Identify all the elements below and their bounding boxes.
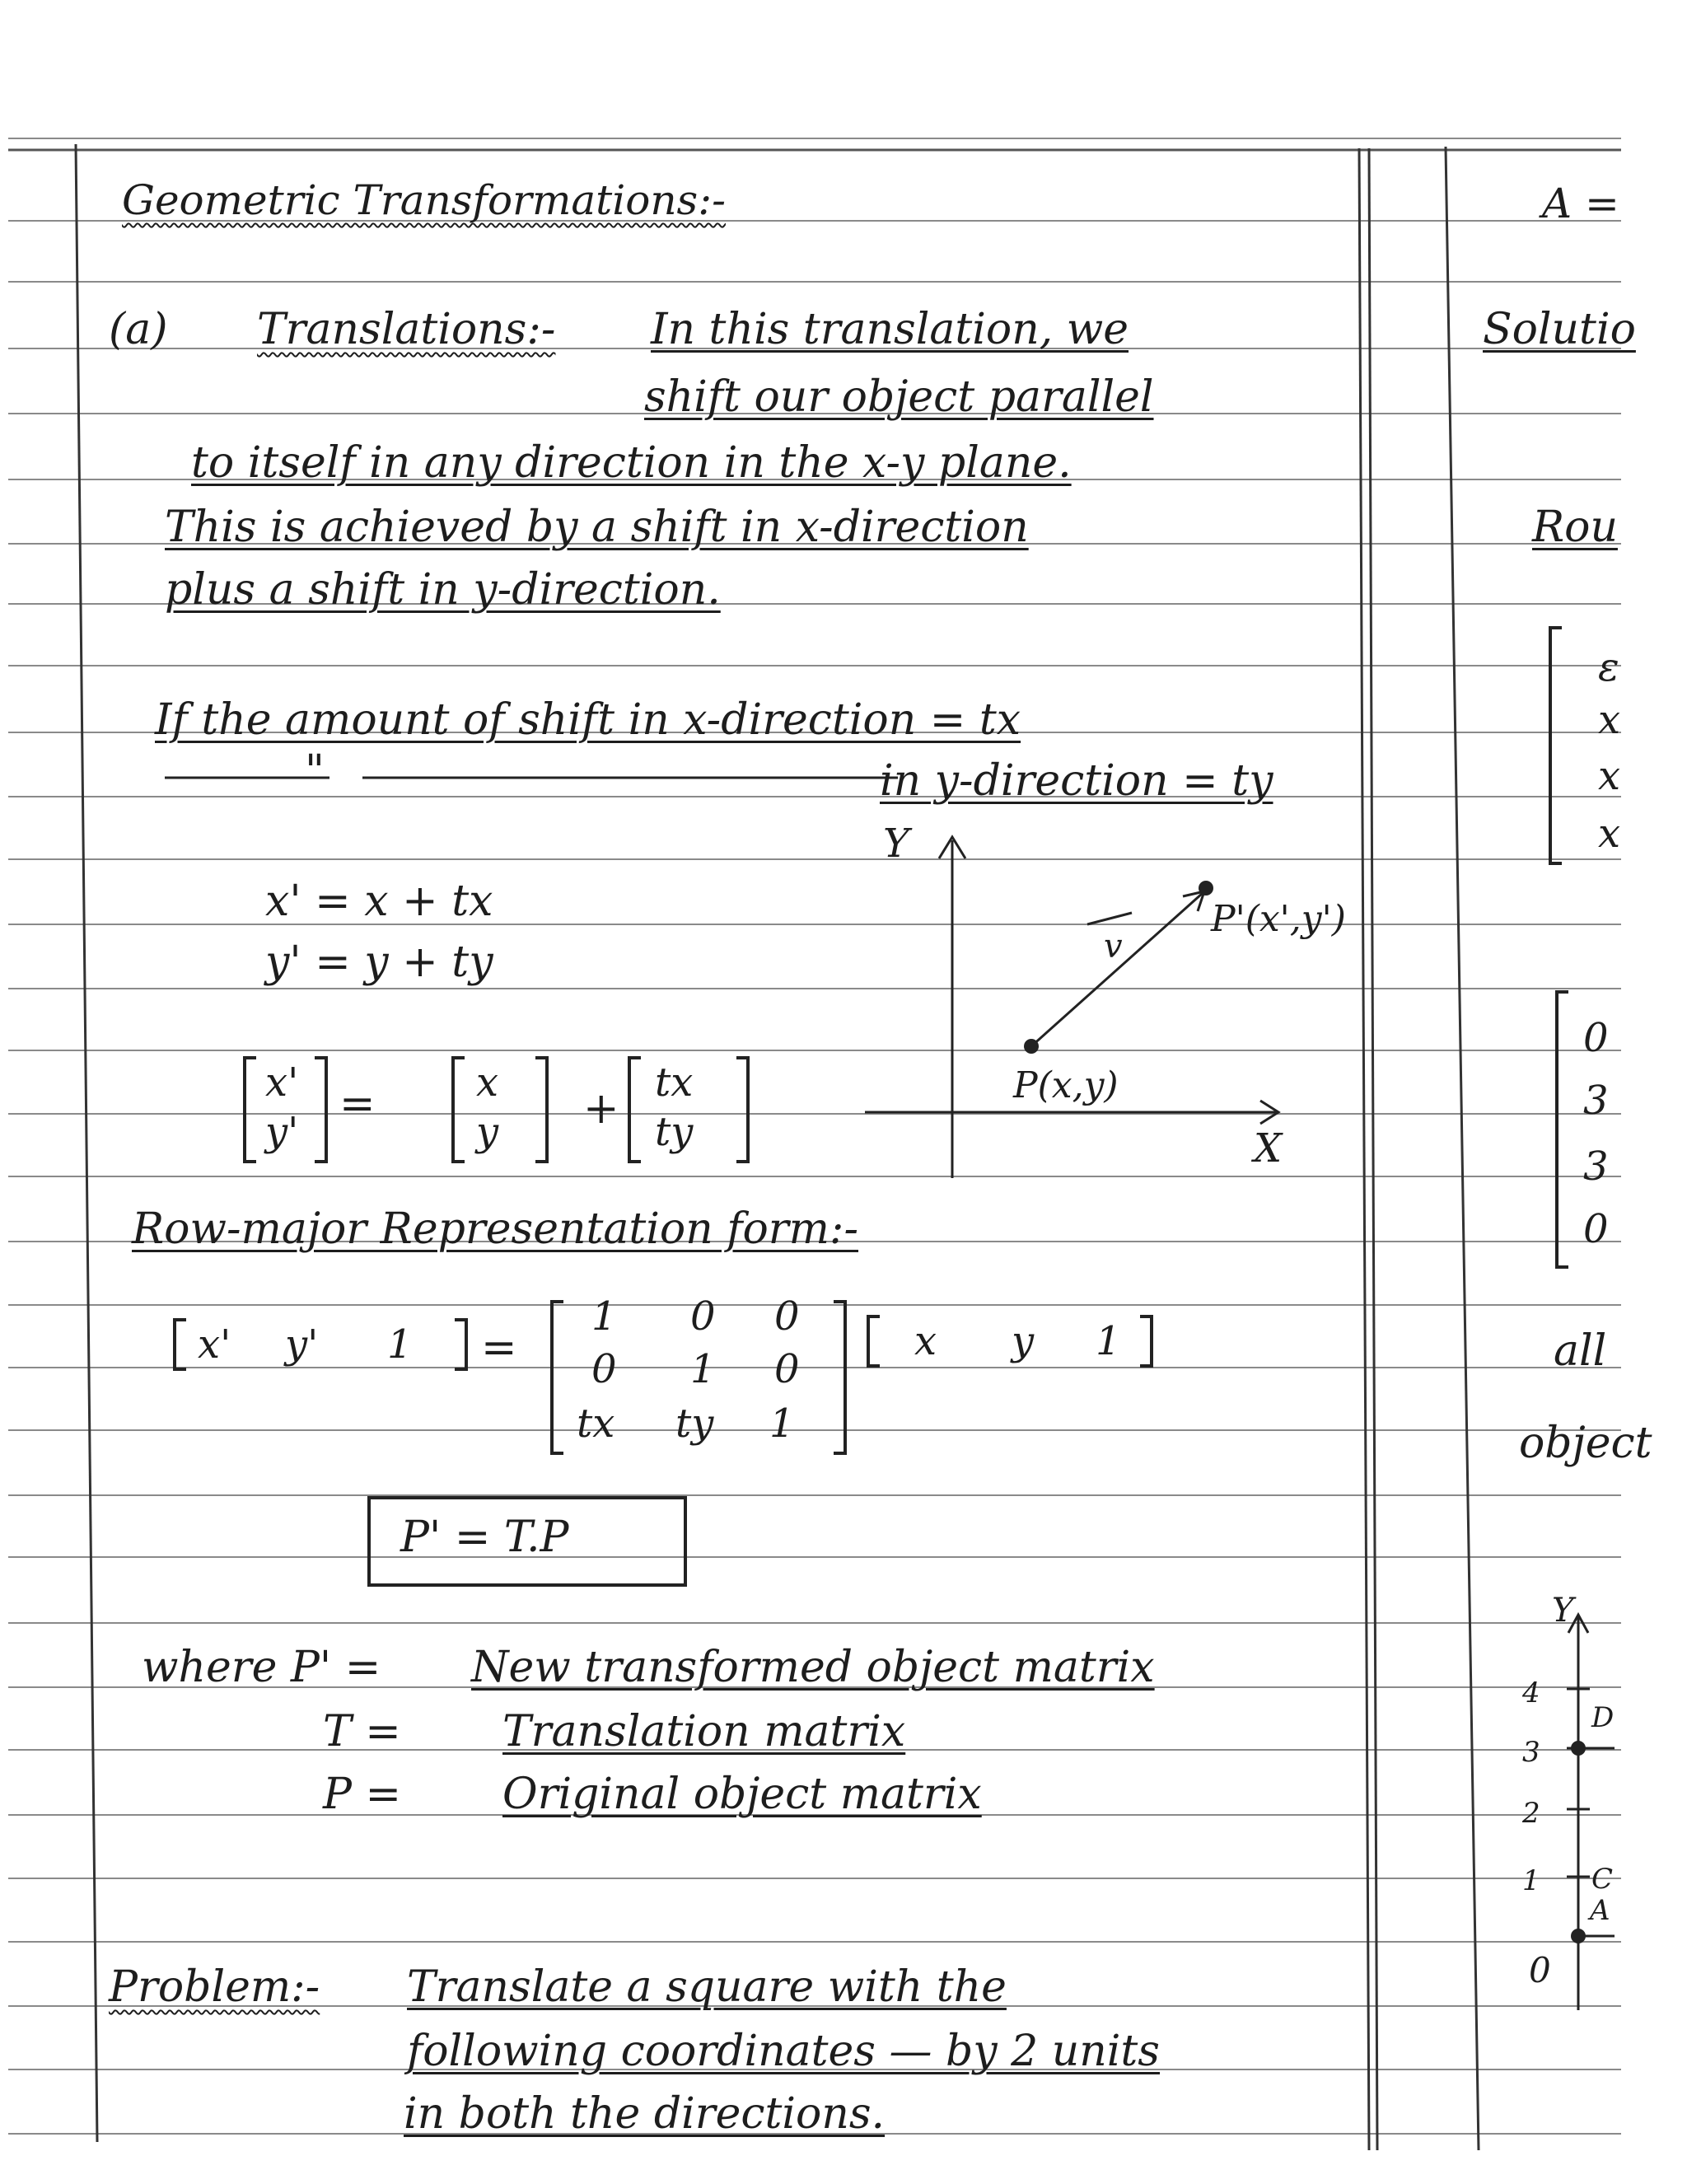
- margin-graph-point-label: A: [1590, 1894, 1610, 1927]
- margin-matrix-1-cell: x: [1598, 811, 1621, 857]
- row-lhs-cell: 1: [387, 1321, 413, 1368]
- problem-line-2: following coordinates — by 2 units: [407, 2027, 1160, 2076]
- row-rhs-cell: x: [914, 1318, 937, 1364]
- m1-cell: x: [476, 1059, 499, 1106]
- margin-note-a: A =: [1542, 180, 1619, 227]
- lhs-cell: x': [265, 1059, 299, 1106]
- where-text-3: Original object matrix: [502, 1770, 982, 1819]
- margin-matrix-2-cell: 3: [1583, 1078, 1609, 1124]
- equation-x: x' = x + tx: [265, 877, 493, 926]
- margin-graph: [1499, 1582, 1615, 2027]
- margin-graph-tick: 2: [1522, 1797, 1540, 1830]
- problem-line-1: Translate a square with the: [407, 1962, 1007, 2012]
- m2-cell: tx: [655, 1059, 694, 1106]
- matrix-cell: 1: [769, 1401, 795, 1447]
- plus-sign: +: [583, 1084, 619, 1134]
- section-line-5: plus a shift in y-direction.: [165, 565, 721, 615]
- shift-line-1: If the amount of shift in x-direction = tx: [155, 695, 1021, 745]
- margin-matrix-1-cell: ε: [1598, 644, 1619, 690]
- row-lhs-cell: x': [198, 1321, 231, 1368]
- where-text-2: Translation matrix: [502, 1707, 906, 1756]
- diagram-y-axis-label: Y: [883, 821, 909, 867]
- point-p-prime: [1199, 881, 1213, 896]
- shift-line-2: in y-direction = ty: [880, 756, 1273, 806]
- m2-cell: ty: [655, 1109, 694, 1155]
- margin-matrix-2-cell: 3: [1583, 1143, 1609, 1190]
- equation-y: y' = y + ty: [265, 938, 493, 987]
- matrix-cell: 0: [774, 1346, 800, 1392]
- matrix-cell: 1: [591, 1293, 617, 1340]
- section-line-1: In this translation, we: [651, 305, 1129, 354]
- diagram-p-prime-label: P'(x',y'): [1211, 898, 1346, 940]
- margin-graph-point-label: C: [1591, 1863, 1614, 1896]
- matrix-cell: 0: [774, 1293, 800, 1340]
- boxed-formula: P' = T.P: [400, 1513, 569, 1562]
- margin-graph-tick: 4: [1522, 1677, 1540, 1709]
- row-rhs-cell: 1: [1096, 1318, 1121, 1364]
- margin-note-all: all: [1554, 1326, 1607, 1376]
- ditto-underline: [165, 774, 906, 783]
- row-rhs-cell: y: [1012, 1318, 1035, 1364]
- m1-cell: y: [476, 1109, 499, 1155]
- margin-note-row: Rou: [1532, 503, 1618, 552]
- margin-matrix-1-cell: x: [1598, 697, 1621, 743]
- column-matrix-m1: [451, 1056, 549, 1163]
- section-line-4: This is achieved by a shift in x-direction: [165, 503, 1029, 552]
- section-line-2: shift our object parallel: [644, 372, 1154, 422]
- margin-matrix-2-cell: 0: [1583, 1015, 1609, 1061]
- translation-diagram: [857, 807, 1384, 1186]
- margin-matrix-1-cell: x: [1598, 753, 1621, 799]
- margin-graph-point-label: D: [1591, 1701, 1615, 1734]
- row-equals: =: [481, 1323, 517, 1373]
- diagram-x-axis-label: X: [1254, 1125, 1283, 1172]
- margin-graph-tick: 0: [1529, 1950, 1551, 1990]
- margin-note-solution: Solutio: [1483, 305, 1636, 354]
- row-major-title: Row-major Representation form:-: [132, 1204, 859, 1254]
- margin-graph-y-label: Y: [1552, 1592, 1574, 1630]
- matrix-cell: 0: [690, 1293, 716, 1340]
- matrix-cell: 1: [690, 1346, 716, 1392]
- margin-matrix-2-cell: 0: [1583, 1206, 1609, 1252]
- lhs-cell: y': [265, 1109, 299, 1155]
- section-title: Translations:-: [257, 305, 556, 354]
- matrix-cell: 0: [591, 1346, 617, 1392]
- section-line-3: to itself in any direction in the x-y plane.: [191, 438, 1072, 488]
- section-label: (a): [109, 305, 168, 354]
- matrix-cell: tx: [577, 1401, 615, 1447]
- where-label-2: T =: [323, 1707, 401, 1756]
- diagram-vector-label: v: [1104, 928, 1123, 966]
- ditto-mark: ": [305, 746, 325, 796]
- diagram-p-label: P(x,y): [1013, 1064, 1119, 1106]
- row-lhs-cell: y': [285, 1321, 319, 1368]
- where-label-3: P =: [323, 1770, 402, 1819]
- matrix-cell: ty: [675, 1401, 714, 1447]
- margin-note-object: object: [1519, 1419, 1652, 1468]
- equals-sign: =: [339, 1079, 376, 1129]
- page-heading: Geometric Transformations:-: [122, 176, 726, 224]
- problem-line-3: in both the directions.: [404, 2089, 886, 2139]
- where-text-1: New transformed object matrix: [471, 1643, 1155, 1692]
- margin-graph-tick: 3: [1522, 1736, 1540, 1769]
- point-p: [1024, 1039, 1039, 1054]
- margin-graph-tick: 1: [1522, 1864, 1540, 1897]
- where-label-1: where P' =: [142, 1643, 381, 1692]
- problem-label: Problem:-: [109, 1962, 320, 2012]
